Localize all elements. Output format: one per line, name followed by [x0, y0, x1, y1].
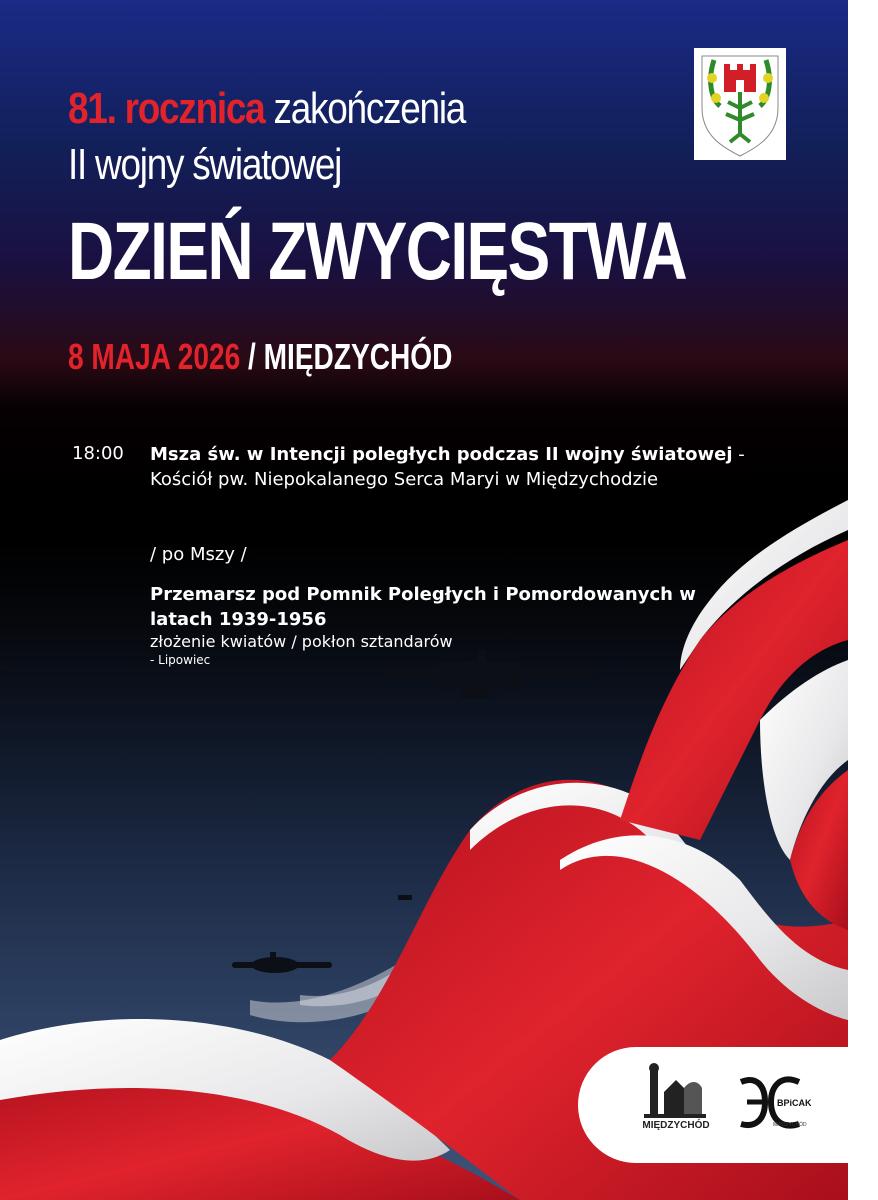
date-location	[68, 336, 452, 378]
war-line: II wojny światowej	[68, 140, 342, 189]
anniversary-red: 81. rocznica	[68, 84, 265, 133]
event-mass	[150, 442, 750, 492]
event-march	[150, 582, 750, 668]
event-date: 8 MAJA 2026	[68, 336, 241, 377]
event-march-sub: złożenie kwiatów / pokłon sztandarów	[150, 632, 453, 651]
event-march-title: Przemarsz pod Pomnik Poległych i Pomordowanych w latach 1939-1956	[150, 584, 696, 630]
anniversary-white: zakończenia	[273, 84, 466, 133]
event-separator: / po Mszy /	[150, 544, 247, 565]
event-mass-title: Msza św. w Intencji poległych podczas II wojny światowej	[150, 444, 733, 465]
logos-panel	[578, 1047, 878, 1163]
city-logo-text: MIĘDZYCHÓD	[642, 1120, 710, 1131]
coat-of-arms-icon	[694, 48, 786, 160]
event-mass-place: - Kościół pw. Niepokalanego Serca Maryi w Międzychodzie	[150, 444, 745, 490]
bpicak-logo-subtext: MIĘDZYCHÓD	[773, 1122, 807, 1128]
event-location: / MIĘDZYCHÓD	[248, 336, 453, 377]
plane-small-icon	[232, 952, 332, 973]
bpicak-logo-text: BPiCAK	[777, 1098, 812, 1108]
event-march-location: - Lipowiec	[150, 653, 211, 667]
page-title: DZIEŃ ZWYCIĘSTWA	[68, 206, 687, 297]
event-time: 18:00	[72, 443, 124, 464]
anniversary-line	[68, 84, 465, 134]
